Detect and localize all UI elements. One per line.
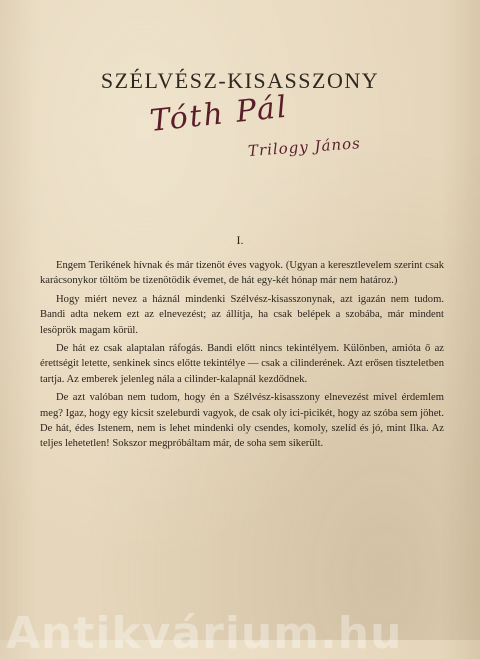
watermark: Antikvárium.hu <box>6 608 403 659</box>
paragraph-1: Engem Terikének hívnak és már tizenöt éves vagyok. (Ugyan a keresztlevelem szerint csak karácsonykor töltöm be tizenötödik évemet, de hát egy-két hónap már nem határoz.) <box>40 260 444 287</box>
page-title: SZÉLVÉSZ-KISASSZONY <box>100 68 380 93</box>
paragraph-4: De azt valóban nem tudom, hogy én a Szélvész-kisasszony elnevezést mivel érdemlem meg? Igaz, hogy egy kicsit szeleburdi vagyok, de csak oly ici-picikét, hogy az szóba sem jöhet. De hát, édes Istenem, nem is lehet mindenki oly csendes, komoly, szelíd és jó, mint Ilka. Az teljes lehetetlen! Sokszor megpróbáltam már, de soha sem sikerült. <box>40 392 444 450</box>
paragraph-2: Hogy miért nevez a háznál mindenki Szélvész-kisasszonynak, azt igazán nem tudom. Bandi adta nekem ezt az elnevezést; az állítja, ha csak belépek a szobába, már mindent lesöprök magam körül. <box>40 293 444 336</box>
chapter-number: I. <box>236 233 244 247</box>
body-text <box>40 258 444 455</box>
handwritten-signature <box>148 89 398 175</box>
signature-line-2: Trilogy János <box>247 134 362 160</box>
signature-line-1: Tóth Pál <box>148 89 291 139</box>
paragraph-3: De hát ez csak alaptalan ráfogás. Bandi előtt nincs tekintélyem. Különben, amióta ő az érettségit letette, senkinek sincs előtte tekintélye — csak a cilinderének. Azt erősen tiszteletben tartja. Az emberek jelenleg nála a cilinder-kalapnál kezdődnek. <box>40 343 444 385</box>
